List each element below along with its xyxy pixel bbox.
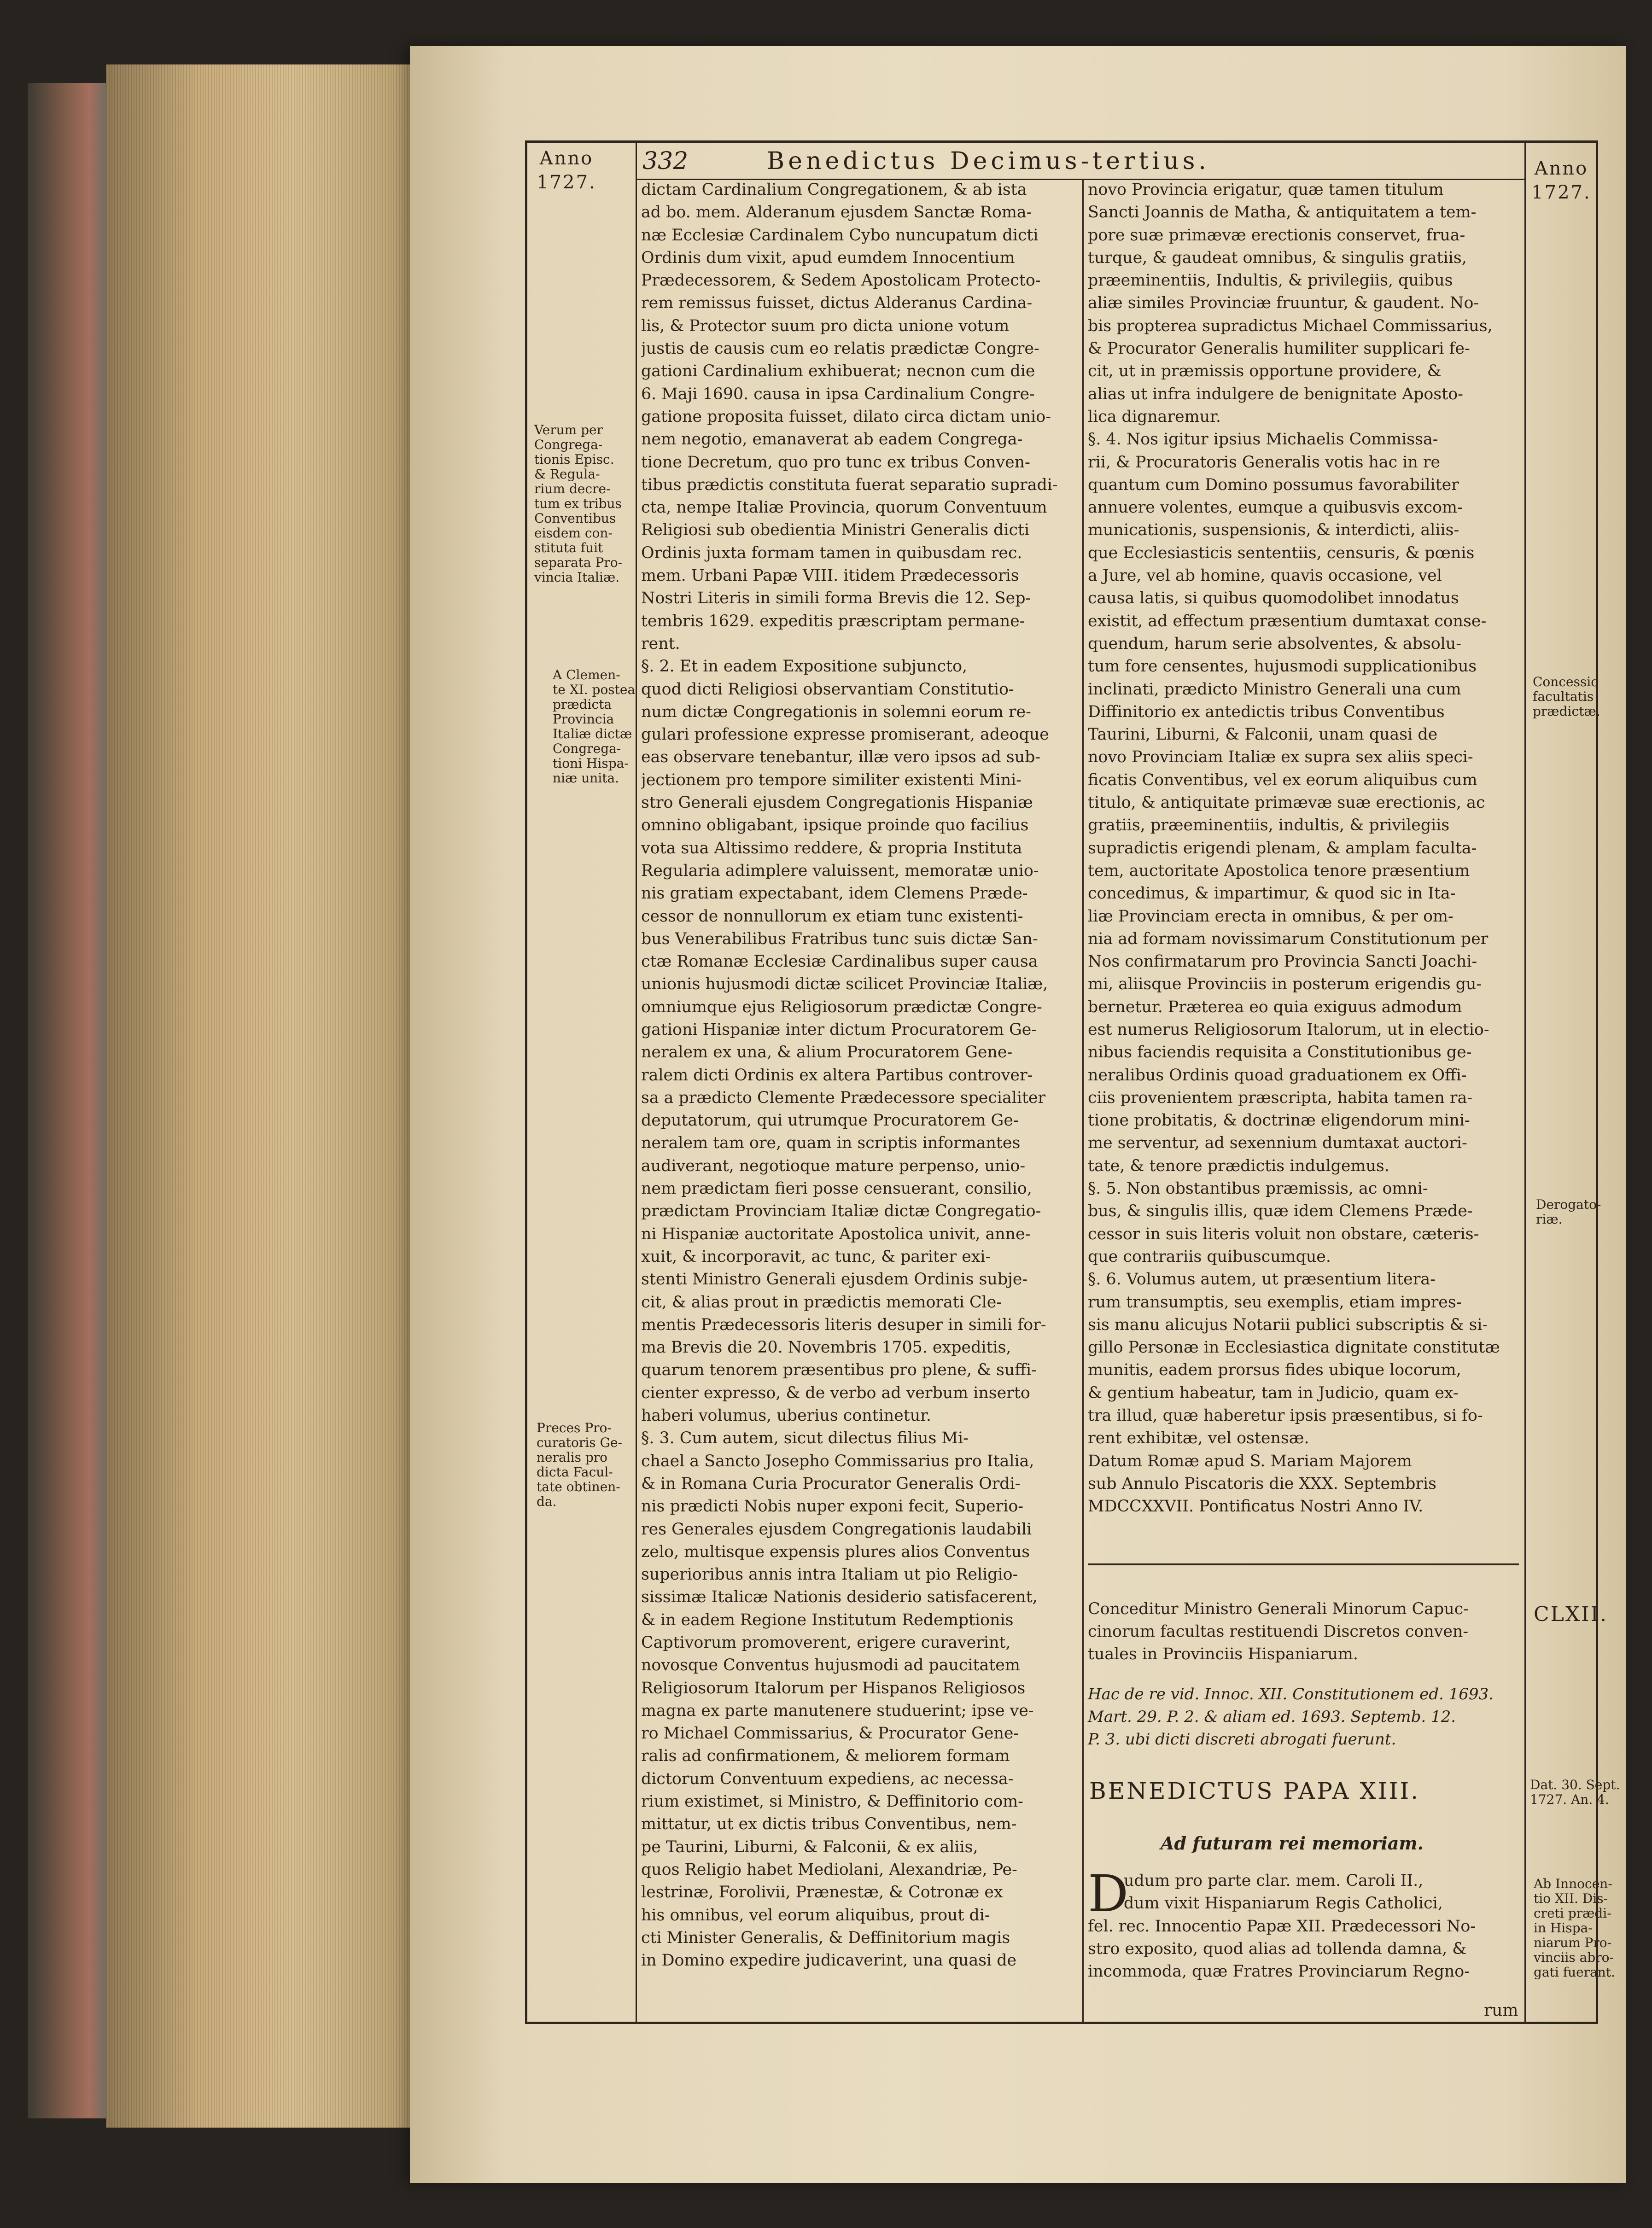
text-line: municationis, suspensionis, & interdicti, aliis- [1088,521,1459,540]
reference-line: Mart. 29. P. 2. & aliam ed. 1693. Septemb. 12. [1088,1708,1456,1726]
text-line: 6. Maji 1690. causa in ipsa Cardinalium Congre- [641,385,1035,403]
text-line: Religiosi sub obedientia Ministri Generalis dicti [641,521,1030,540]
anno-right-year: 1727. [1531,182,1591,203]
text-line: §. 2. Et in eadem Expositione subjuncto, [641,657,968,676]
text-line: §. 3. Cum autem, sicut dilectus filius Mi- [641,1429,969,1448]
book-cover-edge [28,83,115,2118]
text-line: nia ad formam novissimarum Constitutionum per [1088,929,1489,948]
text-line: Sancti Joannis de Matha, & antiquitatem a tem- [1088,203,1477,222]
section-divider [1088,1563,1519,1565]
text-line: sa a prædicto Clemente Prædecessore specialiter [641,1088,1046,1107]
text-line: novo Provincia erigatur, quæ tamen titulum [1088,181,1444,199]
text-line: omnino obligabant, ipsique proinde quo facilius [641,816,1029,835]
text-line: bernetur. Præterea eo quia exiguus admodum [1088,997,1462,1016]
margin-note-right-2 [1536,1197,1610,1227]
text-line: mentis Prædecessoris literis desuper in simili for- [641,1315,1046,1334]
text-line: Diffinitorio ex antedictis tribus Conventibus [1088,702,1445,721]
reference-line: Hac de re vid. Innoc. XII. Constitutionem ed. 1693. [1088,1685,1494,1703]
text-line: quos Religio habet Mediolani, Alexandriæ, Pe- [641,1860,1017,1879]
text-line: audiverant, negotioque mature perpenso, unio- [641,1156,1026,1175]
margin-note-line: facultatis [1533,689,1594,704]
margin-note-line: Congrega- [534,437,603,452]
text-line: nis gratiam expectabant, idem Clemens Præde- [641,884,1028,903]
text-line: chael a Sancto Josepho Commissarius pro Italia, [641,1452,1034,1470]
text-line: prædictam Provinciam Italiæ dictæ Congregatio- [641,1202,1041,1221]
margin-note-line: riæ. [1536,1212,1563,1227]
catchword: rum [1484,2001,1518,2020]
margin-note-line: Derogato- [1536,1197,1601,1212]
text-line: cti Minister Generalis, & Deffinitorium magis [641,1928,1010,1947]
text-line: neralem ex una, & alium Procuratorem Gene- [641,1043,1013,1062]
margin-note-line: & Regula- [534,467,600,482]
margin-note-line: A Clemen- [553,667,620,682]
text-line: MDCCXXVII. Pontificatus Nostri Anno IV. [1088,1497,1424,1516]
pope-heading: BENEDICTUS PAPA XIII. [1089,1778,1420,1804]
text-line: quendum, harum serie absolventes, & absolu- [1088,634,1461,653]
margin-note-left-2 [553,667,636,786]
summary-line: cinorum facultas restituendi Discretos conven- [1088,1622,1469,1641]
margin-note-line: stituta fuit [534,540,603,555]
margin-note-line: tionis Episc. [534,452,614,467]
margin-note-line: dicta Facul- [537,1464,613,1480]
rule-left-margin [636,140,637,2024]
text-line: cta, nempe Italiæ Provincia, quorum Conventuum [641,498,1047,517]
text-line: gillo Personæ in Ecclesiastica dignitate constitutæ [1088,1338,1500,1357]
text-line: gationi Cardinalium exhibuerat; necnon cum die [641,362,1035,381]
text-line: rem remissus fuisset, dictus Alderanus Cardina- [641,294,1033,313]
text-line: dictam Cardinalium Congregationem, & ab ista [641,181,1027,199]
anno-right-word: Anno [1534,158,1588,179]
margin-note-line: in Hispa- [1534,1920,1593,1936]
running-head: Benedictus Decimus-tertius. [767,147,1210,175]
text-line: ro Michael Commissarius, & Procurator Gene- [641,1724,1019,1743]
text-line: existit, ad effectum præsentium dumtaxat conse- [1088,612,1487,630]
text-line: tate, & tenore prædictis indulgemus. [1088,1156,1389,1175]
anno-left-word: Anno [539,148,594,169]
text-line: udum pro parte clar. mem. Caroli II., [1124,1872,1424,1890]
rule-right-margin [1524,140,1526,2024]
text-line: Ordinis dum vixit, apud eumdem Innocentium [641,248,1015,267]
text-line: & in eadem Regione Institutum Redemptionis [641,1610,1014,1629]
text-line: rium existimet, si Ministro, & Deffinitorio com- [641,1792,1023,1811]
margin-note-right-3 [1530,1777,1620,1807]
margin-note-line: prædicta [553,697,612,712]
text-line: nis prædicti Nobis nuper exponi fecit, Superio- [641,1497,1024,1516]
margin-note-line: tate obtinen- [537,1479,620,1494]
text-line: me serventur, ad sexennium dumtaxat auctori- [1088,1134,1467,1153]
text-line: Taurini, Liburni, & Falconii, unam quasi de [1088,725,1438,744]
margin-note-line: da. [537,1494,557,1509]
text-line: mi, aliisque Provinciis in posterum erigendis gu- [1088,975,1482,994]
text-line: bus Venerabilibus Fratribus tunc suis dictæ San- [641,929,1038,948]
margin-note-line: Verum per [534,422,603,437]
text-line: quantum cum Domino possumus favorabiliter [1088,475,1459,494]
text-line: cit, & alias prout in prædictis memorati Cle- [641,1293,1002,1312]
ad-futuram-heading: Ad futuram rei memoriam. [1161,1833,1424,1854]
margin-note-line: creti prædi- [1534,1906,1611,1921]
text-line: eas observare tenebantur, illæ vero ipsos ad sub- [641,748,1041,767]
margin-note-line: Preces Pro- [537,1420,612,1435]
text-line: munitis, eadem prorsus fides ubique locorum, [1088,1361,1461,1380]
text-line: incommoda, quæ Fratres Provinciarum Regno- [1088,1962,1470,1981]
margin-note-line: Italiæ dictæ [553,726,632,741]
margin-note-line: Provincia [553,712,614,727]
text-line: omniumque ejus Religiosorum prædictæ Congre- [641,997,1042,1016]
text-line: ciis provenientem præscripta, habita tamen ra- [1088,1088,1473,1107]
margin-note-left-3 [537,1420,622,1509]
margin-note-line: Congrega- [553,741,621,756]
text-line: cit, ut in præmissis opportune providere, & [1088,362,1442,381]
text-line: næ Ecclesiæ Cardinalem Cybo nuncupatum dicti [641,226,1039,245]
text-line: ni Hispaniæ auctoritate Apostolica univit, anne- [641,1225,1031,1243]
text-line: pe Taurini, Liburni, & Falconii, & ex aliis, [641,1837,978,1856]
text-line: res Generales ejusdem Congregationis laudabili [641,1520,1032,1539]
text-line: Religiosorum Italorum per Hispanos Religiosos [641,1679,1026,1697]
text-line: gulari professione expresse promiserant, adeoque [641,725,1049,744]
text-line: tione Decretum, quo pro tunc ex tribus Conven- [641,453,1030,472]
margin-note-line: tum ex tribus [534,496,622,511]
text-line: rent. [641,634,680,653]
text-line: §. 5. Non obstantibus præmissis, ac omni- [1088,1179,1428,1198]
text-line: deputatorum, qui utrumque Procuratorem Ge- [641,1111,1019,1130]
text-line: nem prædictam fieri posse censuerant, consilio, [641,1179,1032,1198]
right-text-column [1088,179,1519,1518]
left-text-column [641,179,1074,1972]
text-line: neralem tam ore, quam in scriptis informantes [641,1134,1021,1153]
text-line: §. 4. Nos igitur ipsius Michaelis Commissa- [1088,430,1438,449]
text-line: rum transumptis, seu exemplis, etiam impres- [1088,1293,1462,1312]
text-line: mittatur, ut ex dictis tribus Conventibus, nem- [641,1815,1017,1834]
text-line: jectionem pro tempore similiter existenti Mini- [641,770,1022,789]
text-line: superioribus annis intra Italiam ut pio Religio- [641,1565,1018,1584]
margin-note-line: vinciis abro- [1534,1950,1614,1965]
text-line: rii, & Procuratoris Generalis votis hac in re [1088,453,1441,472]
text-line: & Procurator Generalis humiliter supplicari fe- [1088,339,1470,358]
margin-note-line: prædictæ. [1533,704,1600,719]
text-line: turque, & gaudeat omnibus, & singulis gratiis, [1088,248,1467,267]
text-line: xuit, & incorporavit, ac tunc, & pariter exi- [641,1247,991,1266]
text-line: tembris 1629. expeditis præscriptam permane- [641,612,1025,630]
page-number: 332 [642,147,689,175]
text-line: his omnibus, vel eorum aliquibus, prout di- [641,1906,990,1925]
margin-note-line: neralis pro [537,1450,608,1465]
text-line: Captivorum promoverent, erigere curaverint, [641,1633,1011,1652]
margin-note-left-1 [534,422,623,585]
text-line: & gentium habeatur, tam in Judicio, quam ex- [1088,1383,1459,1402]
text-line: inclinati, prædicto Ministro Generali una cum [1088,680,1461,699]
text-line: cessor de nonnullorum ex etiam tunc existenti- [641,907,1023,926]
text-line: unionis hujusmodi dictæ scilicet Provinciæ Italiæ, [641,975,1048,994]
text-line: annuere volentes, eumque a quibusvis excom- [1088,498,1463,517]
text-line: dum vixit Hispaniarum Regis Catholici, [1124,1894,1443,1913]
summary-line: Conceditur Ministro Generali Minorum Capuc- [1088,1600,1469,1618]
text-line: Regularia adimplere valuissent, memoratæ unio- [641,861,1039,880]
text-line: tum fore censentes, hujusmodi supplicationibus [1088,657,1477,676]
text-line: titulo, & antiquitate primævæ suæ erectionis, ac [1088,793,1485,812]
text-line: aliæ similes Provinciæ fruuntur, & gaudent. No- [1088,294,1479,313]
text-line: vota sua Altissimo reddere, & propria Instituta [641,839,1022,857]
margin-note-line: rium decre- [534,481,611,496]
margin-note-line: tioni Hispa- [553,756,629,771]
text-line: ficatis Conventibus, vel ex eorum aliquibus cum [1088,770,1477,789]
text-line: justis de causis cum eo relatis prædictæ Congre- [641,339,1039,358]
text-line: bus, & singulis illis, quæ idem Clemens Præde- [1088,1202,1473,1221]
text-line: quod dicti Religiosi observantiam Constitutio- [641,680,1014,699]
text-line: stro Generali ejusdem Congregationis Hispaniæ [641,793,1033,812]
anno-left-year: 1727. [537,172,596,193]
text-line: Nostri Literis in simili forma Brevis die 12. Sep- [641,589,1031,608]
margin-note-line: niarum Pro- [1534,1935,1612,1950]
margin-note-line: curatoris Ge- [537,1435,622,1450]
reference-line: P. 3. ubi dicti discreti abrogati fuerunt. [1088,1730,1396,1749]
text-line: tibus prædictis constituta fuerat separatio supradi- [641,475,1058,494]
margin-note-line: separata Pro- [534,555,623,570]
text-line: Prædecessorem, & Sedem Apostolicam Protecto- [641,271,1041,290]
text-line: pore suæ primævæ erectionis conservet, frua- [1088,226,1465,245]
margin-note-line: gati fuerant. [1534,1965,1615,1980]
text-line: lis, & Protector suum pro dicta unione votum [641,316,1010,335]
text-line: fel. rec. Innocentio Papæ XII. Prædecessori No- [1088,1917,1476,1936]
text-line: neralibus Ordinis quoad graduationem ex Offi- [1088,1066,1467,1085]
text-line: stro exposito, quod alias ad tollenda damna, & [1088,1939,1467,1958]
text-line: ad bo. mem. Alderanum ejusdem Sanctæ Roma- [641,203,1032,222]
text-line: ralem dicti Ordinis ex altera Partibus controver- [641,1066,1033,1085]
text-line: haberi volumus, uberius continetur. [641,1406,931,1425]
text-line: lestrinæ, Forolivii, Prænestæ, & Cotronæ ex [641,1883,1003,1902]
text-line: tem, auctoritate Apostolica tenore præsentium [1088,861,1470,880]
text-line: bis propterea supradictus Michael Commissarius, [1088,316,1493,335]
margin-note-line: Ab Innocen- [1534,1876,1612,1891]
text-line: nibus faciendis requisita a Constitutionibus ge- [1088,1043,1472,1062]
text-line: in Domino expedire judicaverint, una quasi de [641,1951,1017,1970]
text-line: ralis ad confirmationem, & meliorem formam [641,1747,1010,1766]
margin-note-right-1 [1533,675,1606,719]
summary-line: tuales in Provinciis Hispaniarum. [1088,1645,1358,1663]
text-line: §. 6. Volumus autem, ut præsentium litera- [1088,1270,1436,1289]
text-line: gatione proposita fuisset, dilato circa dictam unio- [641,407,1051,426]
text-line: magna ex parte manutenere studuerint; ipse ve- [641,1701,1034,1720]
margin-note-line: tio XII. Dis- [1534,1891,1608,1906]
margin-note-line: te XI. postea [553,682,636,697]
text-line: sissimæ Italicæ Nationis desiderio satisfacerent, [641,1588,1038,1607]
text-line: causa latis, si quibus quomodolibet innodatus [1088,589,1459,608]
text-line: dictorum Conventuum expediens, ac necessa- [641,1769,1014,1788]
text-line: gationi Hispaniæ inter dictum Procuratorem Ge- [641,1020,1037,1039]
text-line: & in Romana Curia Procurator Generalis Ordi- [641,1474,1021,1493]
text-line: mem. Urbani Papæ VIII. itidem Prædecessoris [641,566,1019,585]
text-line: supradictis erigendi plenam, & amplam faculta- [1088,839,1477,857]
margin-note-right-4 [1534,1876,1615,1980]
text-line: cessor in suis literis voluit non obstare, cæteris- [1088,1225,1479,1243]
margin-note-line: 1727. An. 4. [1530,1792,1609,1807]
anno-right [1529,157,1594,204]
text-line: que Ecclesiasticis sententiis, censuris, & pœnis [1088,543,1475,562]
text-line: num dictæ Congregationis in solemni eorum re- [641,702,1031,721]
summary-text [1088,1598,1521,1666]
margin-note-line: Conventibus [534,511,616,526]
page-header [642,147,1522,180]
text-line: præeminentiis, Indultis, & privilegiis, quibus [1088,271,1453,290]
text-line: cienter expresso, & de verbo ad verbum inserto [641,1383,1030,1402]
text-line: stenti Ministro Generali ejusdem Ordinis subje- [641,1270,1028,1289]
text-line: sis manu alicujus Notarii publici subscriptis & si- [1088,1315,1488,1334]
text-line: ma Brevis die 20. Novembris 1705. expeditis, [641,1338,1011,1357]
text-line: que contrariis quibuscumque. [1088,1247,1331,1266]
text-line: ctæ Romanæ Ecclesiæ Cardinalibus super causa [641,952,1038,971]
text-line: zelo, multisque expensis plures alios Conventus [641,1542,1030,1561]
text-line: sub Annulo Piscatoris die XXX. Septembris [1088,1474,1437,1493]
text-line: nem negotio, emanaverat ab eadem Congrega- [641,430,1023,449]
text-line: est numerus Religiosorum Italorum, ut in electio- [1088,1020,1489,1039]
text-line: liæ Provinciam erecta in omnibus, & per om- [1088,907,1454,926]
text-line: tione probitatis, & doctrinæ eligendorum mini- [1088,1111,1470,1130]
text-line: Ordinis juxta formam tamen in quibusdam rec. [641,543,1022,562]
text-line: novosque Conventus hujusmodi ad paucitatem [641,1656,1020,1675]
text-line: a Jure, vel ab homine, quavis occasione, vel [1088,566,1442,585]
text-line: tra illud, quæ haberetur ipsis præsentibus, si fo- [1088,1406,1483,1425]
page-block-edges [106,64,419,2128]
text-line: novo Provinciam Italiæ ex supra sex aliis speci- [1088,748,1473,767]
text-line: gratiis, præeminentiis, indultis, & privilegiis [1088,816,1450,835]
margin-note-line: Concessio [1533,674,1599,689]
text-line: concedimus, & impartimur, & quod sic in Ita- [1088,884,1456,903]
text-line: alias ut infra indulgere de benignitate Aposto- [1088,385,1463,403]
anno-left [534,146,599,194]
margin-note-line: Dat. 30. Sept. [1530,1777,1620,1792]
text-line: quarum tenorem præsentibus pro plene, & suffi- [641,1361,1037,1380]
drop-cap: D [1088,1864,1129,1923]
rule-center [1082,180,1084,2024]
bull-opening-text [1088,1864,1521,1983]
text-line: rent exhibitæ, vel ostensæ. [1088,1429,1309,1448]
reference-text [1088,1683,1521,1751]
margin-note-line: vincia Italiæ. [534,570,620,585]
text-line: Datum Romæ apud S. Mariam Majorem [1088,1452,1412,1470]
text-line: lica dignaremur. [1088,407,1221,426]
margin-note-line: eisdem con- [534,525,613,541]
constitution-number: CLXII. [1534,1603,1608,1626]
text-line: Nos confirmatarum pro Provincia Sancti Joachi- [1088,952,1477,971]
margin-note-line: niæ unita. [553,770,619,786]
